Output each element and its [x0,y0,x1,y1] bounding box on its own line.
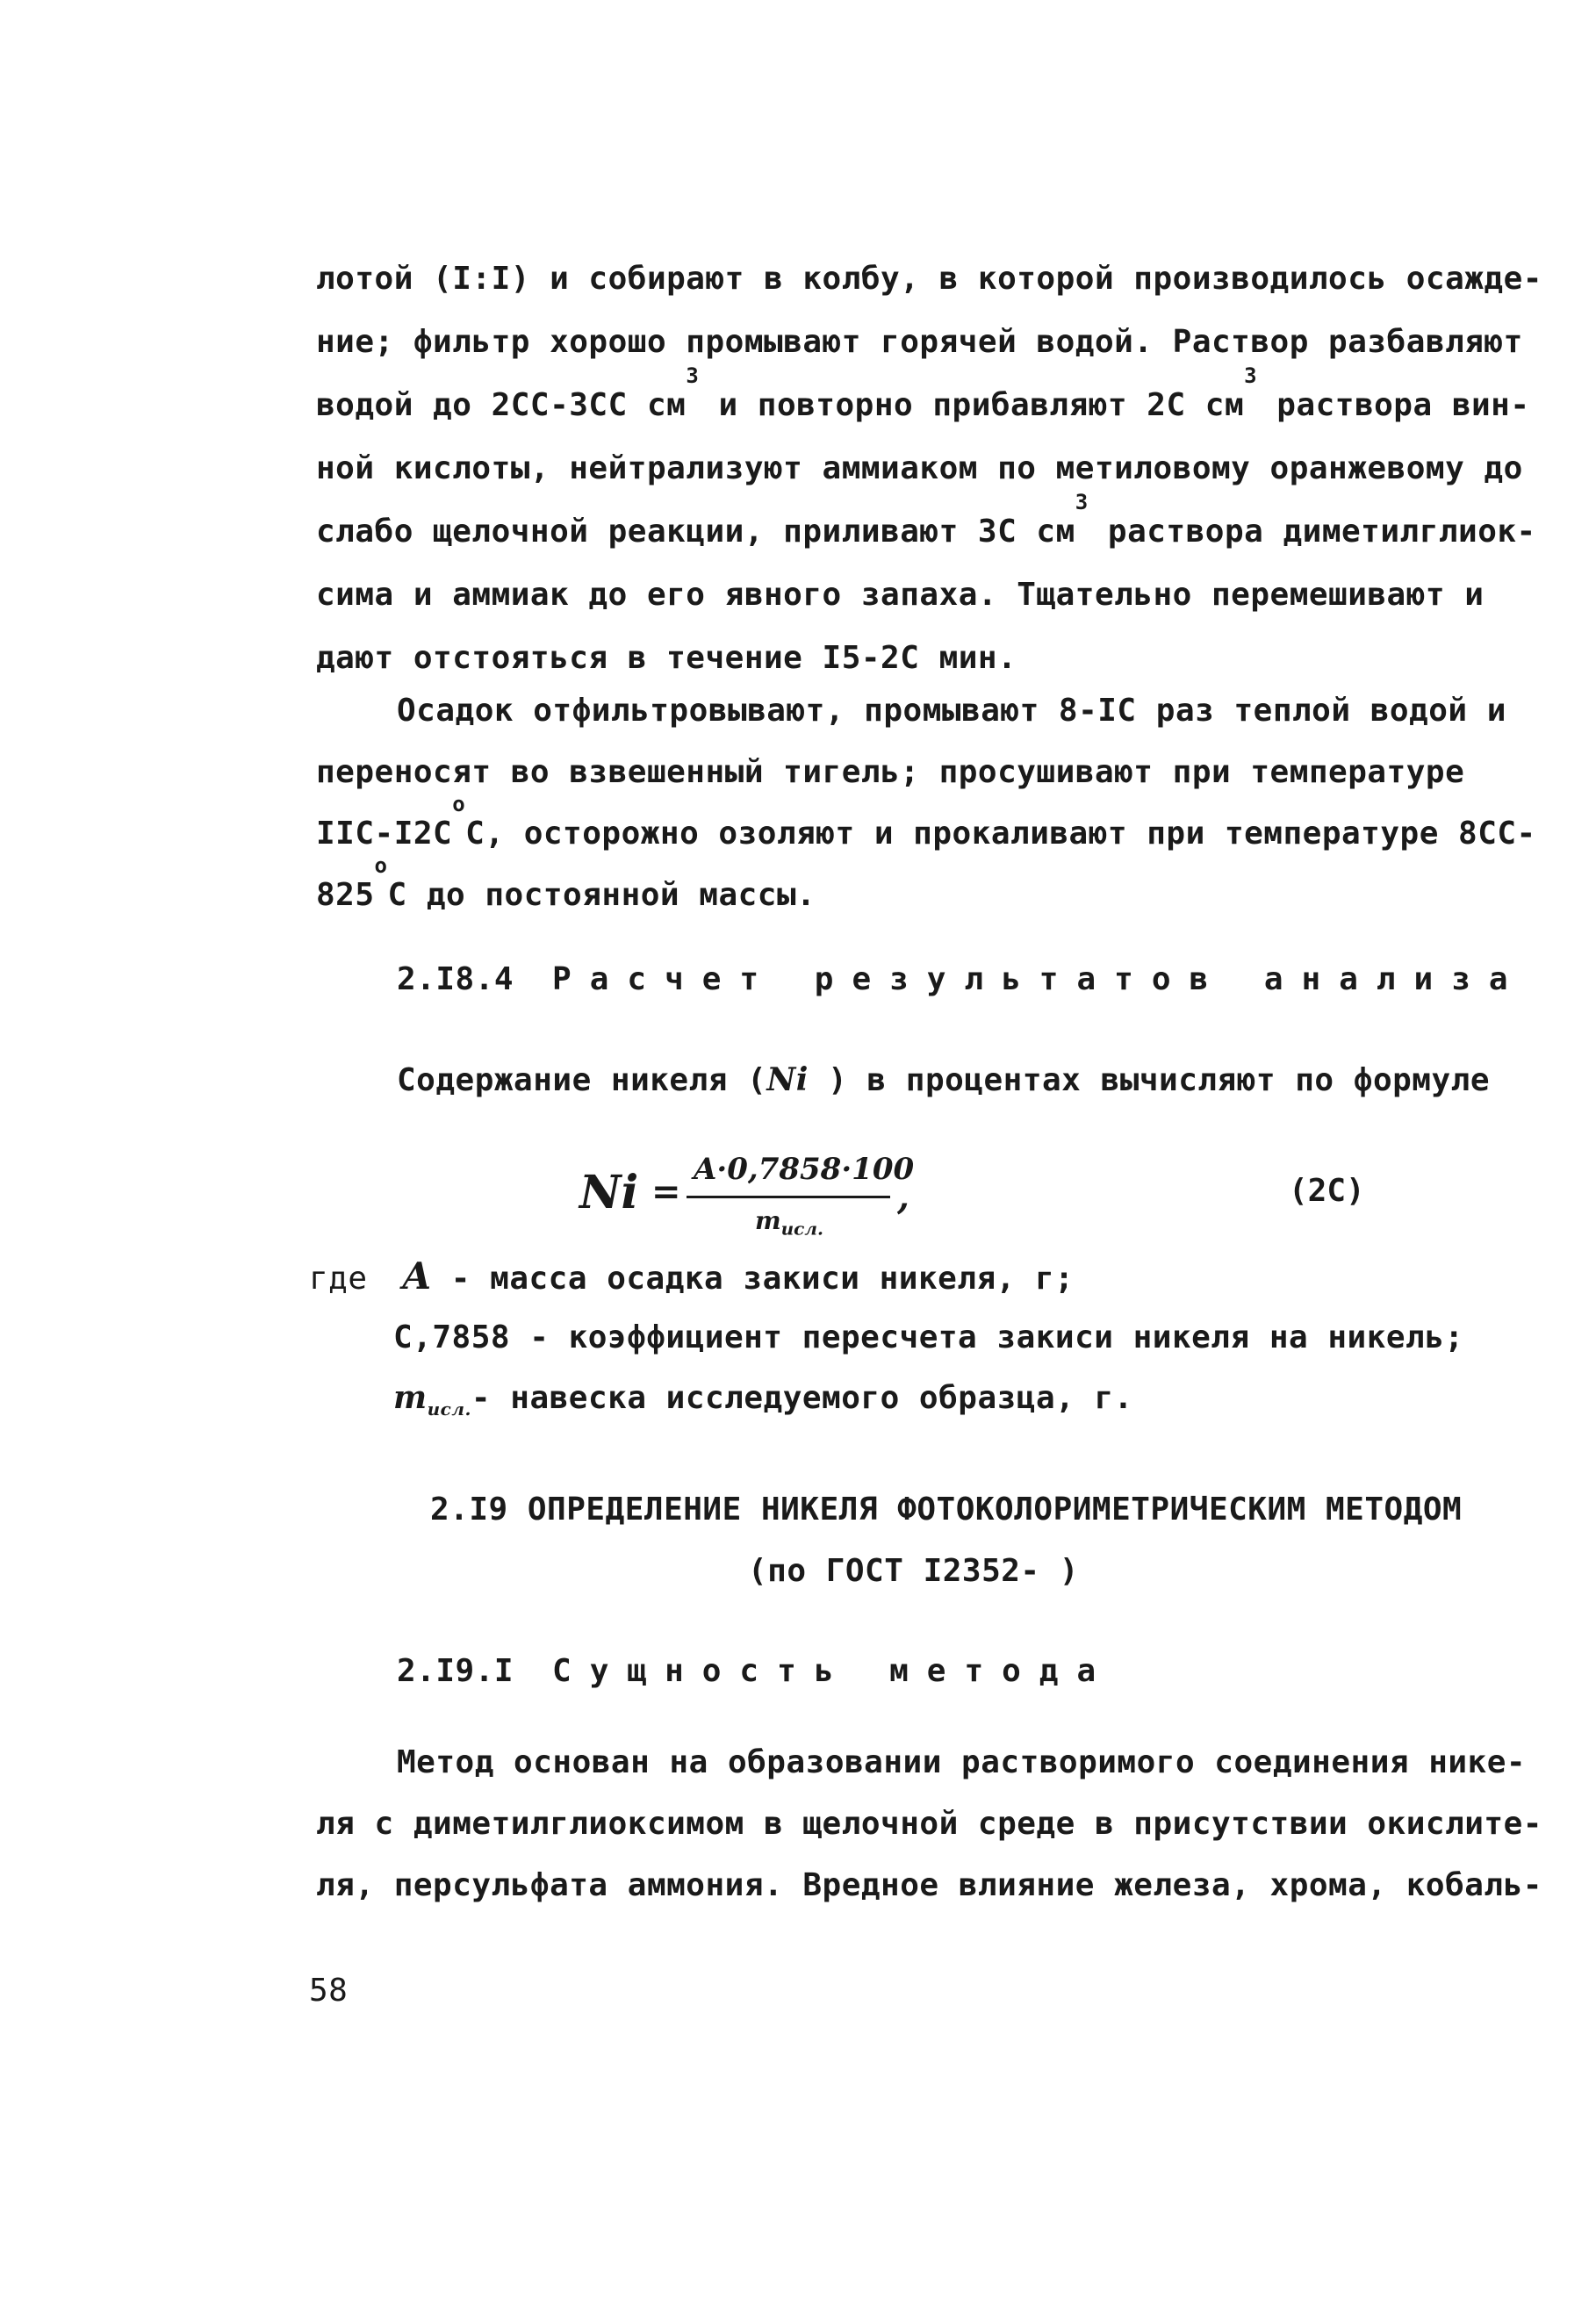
section-title: Сущность метода [552,1653,1115,1689]
text: водой до 2СС-3СС см [316,387,687,423]
paragraph-1-line-2: ние; фильтр хорошо промывают горячей водой. Раствор разбавляют [316,324,1523,360]
nickel-symbol: Ni [766,1061,809,1098]
formula-denominator [755,1206,823,1240]
section-heading-2-18-4 [397,959,1527,1001]
paragraph-1-line-5 [316,490,1536,553]
symbol-a: A [402,1254,432,1298]
paragraph-3-line-3: ля, персульфата аммония. Вредное влияние железа, хрома, кобаль- [316,1867,1542,1903]
section-heading-2-19-line-2: (по ГОСТ I2352- ) [748,1553,1079,1589]
paragraph-2-line-1: Осадок отфильтровывают, промывают 8-IС раз теплой водой и [397,693,1506,729]
paragraph-3-line-1: Метод основан на образовании растворимого соединения нике- [397,1744,1527,1780]
paragraph-1-line-3 [316,363,1530,427]
paragraph-3-line-2: ля с диметилглиоксимом в щелочной среде в присутствии окислите- [316,1806,1542,1842]
section-number: 2.I8.4 [397,961,514,997]
text: Содержание никеля ( [397,1062,767,1098]
nickel-formula [579,1148,948,1254]
page-number: 58 [309,1973,349,2009]
formula-trailing: , [897,1176,909,1218]
superscript: 3 [1075,490,1089,514]
legend-line-1 [309,1255,1074,1300]
text: IIС-I2С [316,816,453,852]
text: С, осторожно озоляют и прокаливают при температуре 8СС- [465,816,1536,852]
paragraph-1-line-7: дают отстояться в течение I5-2С мин. [316,640,1017,676]
formula-lhs: Ni [579,1166,639,1219]
text: - масса осадка закиси никеля, г; [431,1261,1075,1297]
text: ) в процентах вычисляют по формуле [808,1062,1490,1098]
formula-number: (2С) [1289,1173,1365,1209]
section-number: 2.I9.I [397,1653,514,1689]
text: - навеска исследуемого образца, г. [471,1380,1133,1416]
symbol-m: m [393,1379,428,1416]
formula-equals: = [651,1171,681,1212]
paragraph-1-line-4: ной кислоты, нейтрализуют аммиаком по метиловому оранжевому до [316,450,1523,486]
text: m [755,1206,781,1235]
superscript: 3 [1244,363,1258,388]
section-heading-2-19-1 [397,1650,1114,1693]
paragraph-2-line-4 [316,853,816,917]
paragraph-2-line-2: переносят во взвешенный тигель; просушивают при температуре [316,754,1465,790]
text: раствора диметилглиок- [1088,514,1536,550]
text: С до постоянной массы. [387,877,816,913]
superscript: 3 [686,363,700,388]
legend-line-3 [393,1377,1133,1430]
degree-sign: о [452,792,466,816]
formula-intro [397,1059,1490,1102]
degree-sign: о [374,853,388,878]
section-heading-2-19-line-1: 2.I9 ОПРЕДЕЛЕНИЕ НИКЕЛЯ ФОТОКОЛОРИМЕТРИЧЕСКИМ МЕТОДОМ [430,1492,1463,1528]
text: раствора вин- [1257,387,1530,423]
legend-line-2: С,7858 - коэффициент пересчета закиси никеля на никель; [393,1319,1464,1355]
paragraph-1-line-6: сима и аммиак до его явного запаха. Тщательно перемешивают и [316,577,1485,613]
text: 825 [316,877,375,913]
subscript: иcл. [780,1218,823,1240]
where-label: где [309,1261,368,1297]
subscript: иcл. [427,1398,471,1420]
formula-numerator: A·0,7858·100 [694,1152,915,1187]
fraction-bar [687,1196,890,1198]
text: и повторно прибавляют 2С см [699,387,1245,423]
section-title: Расчет результатов анализа [552,961,1527,997]
paragraph-1-line-1: лотой (I:I) и собирают в колбу, в которой производилось осажде- [316,261,1542,297]
text: слабо щелочной реакции, приливают 3С см [316,514,1075,550]
paragraph-2-line-3 [316,792,1536,855]
